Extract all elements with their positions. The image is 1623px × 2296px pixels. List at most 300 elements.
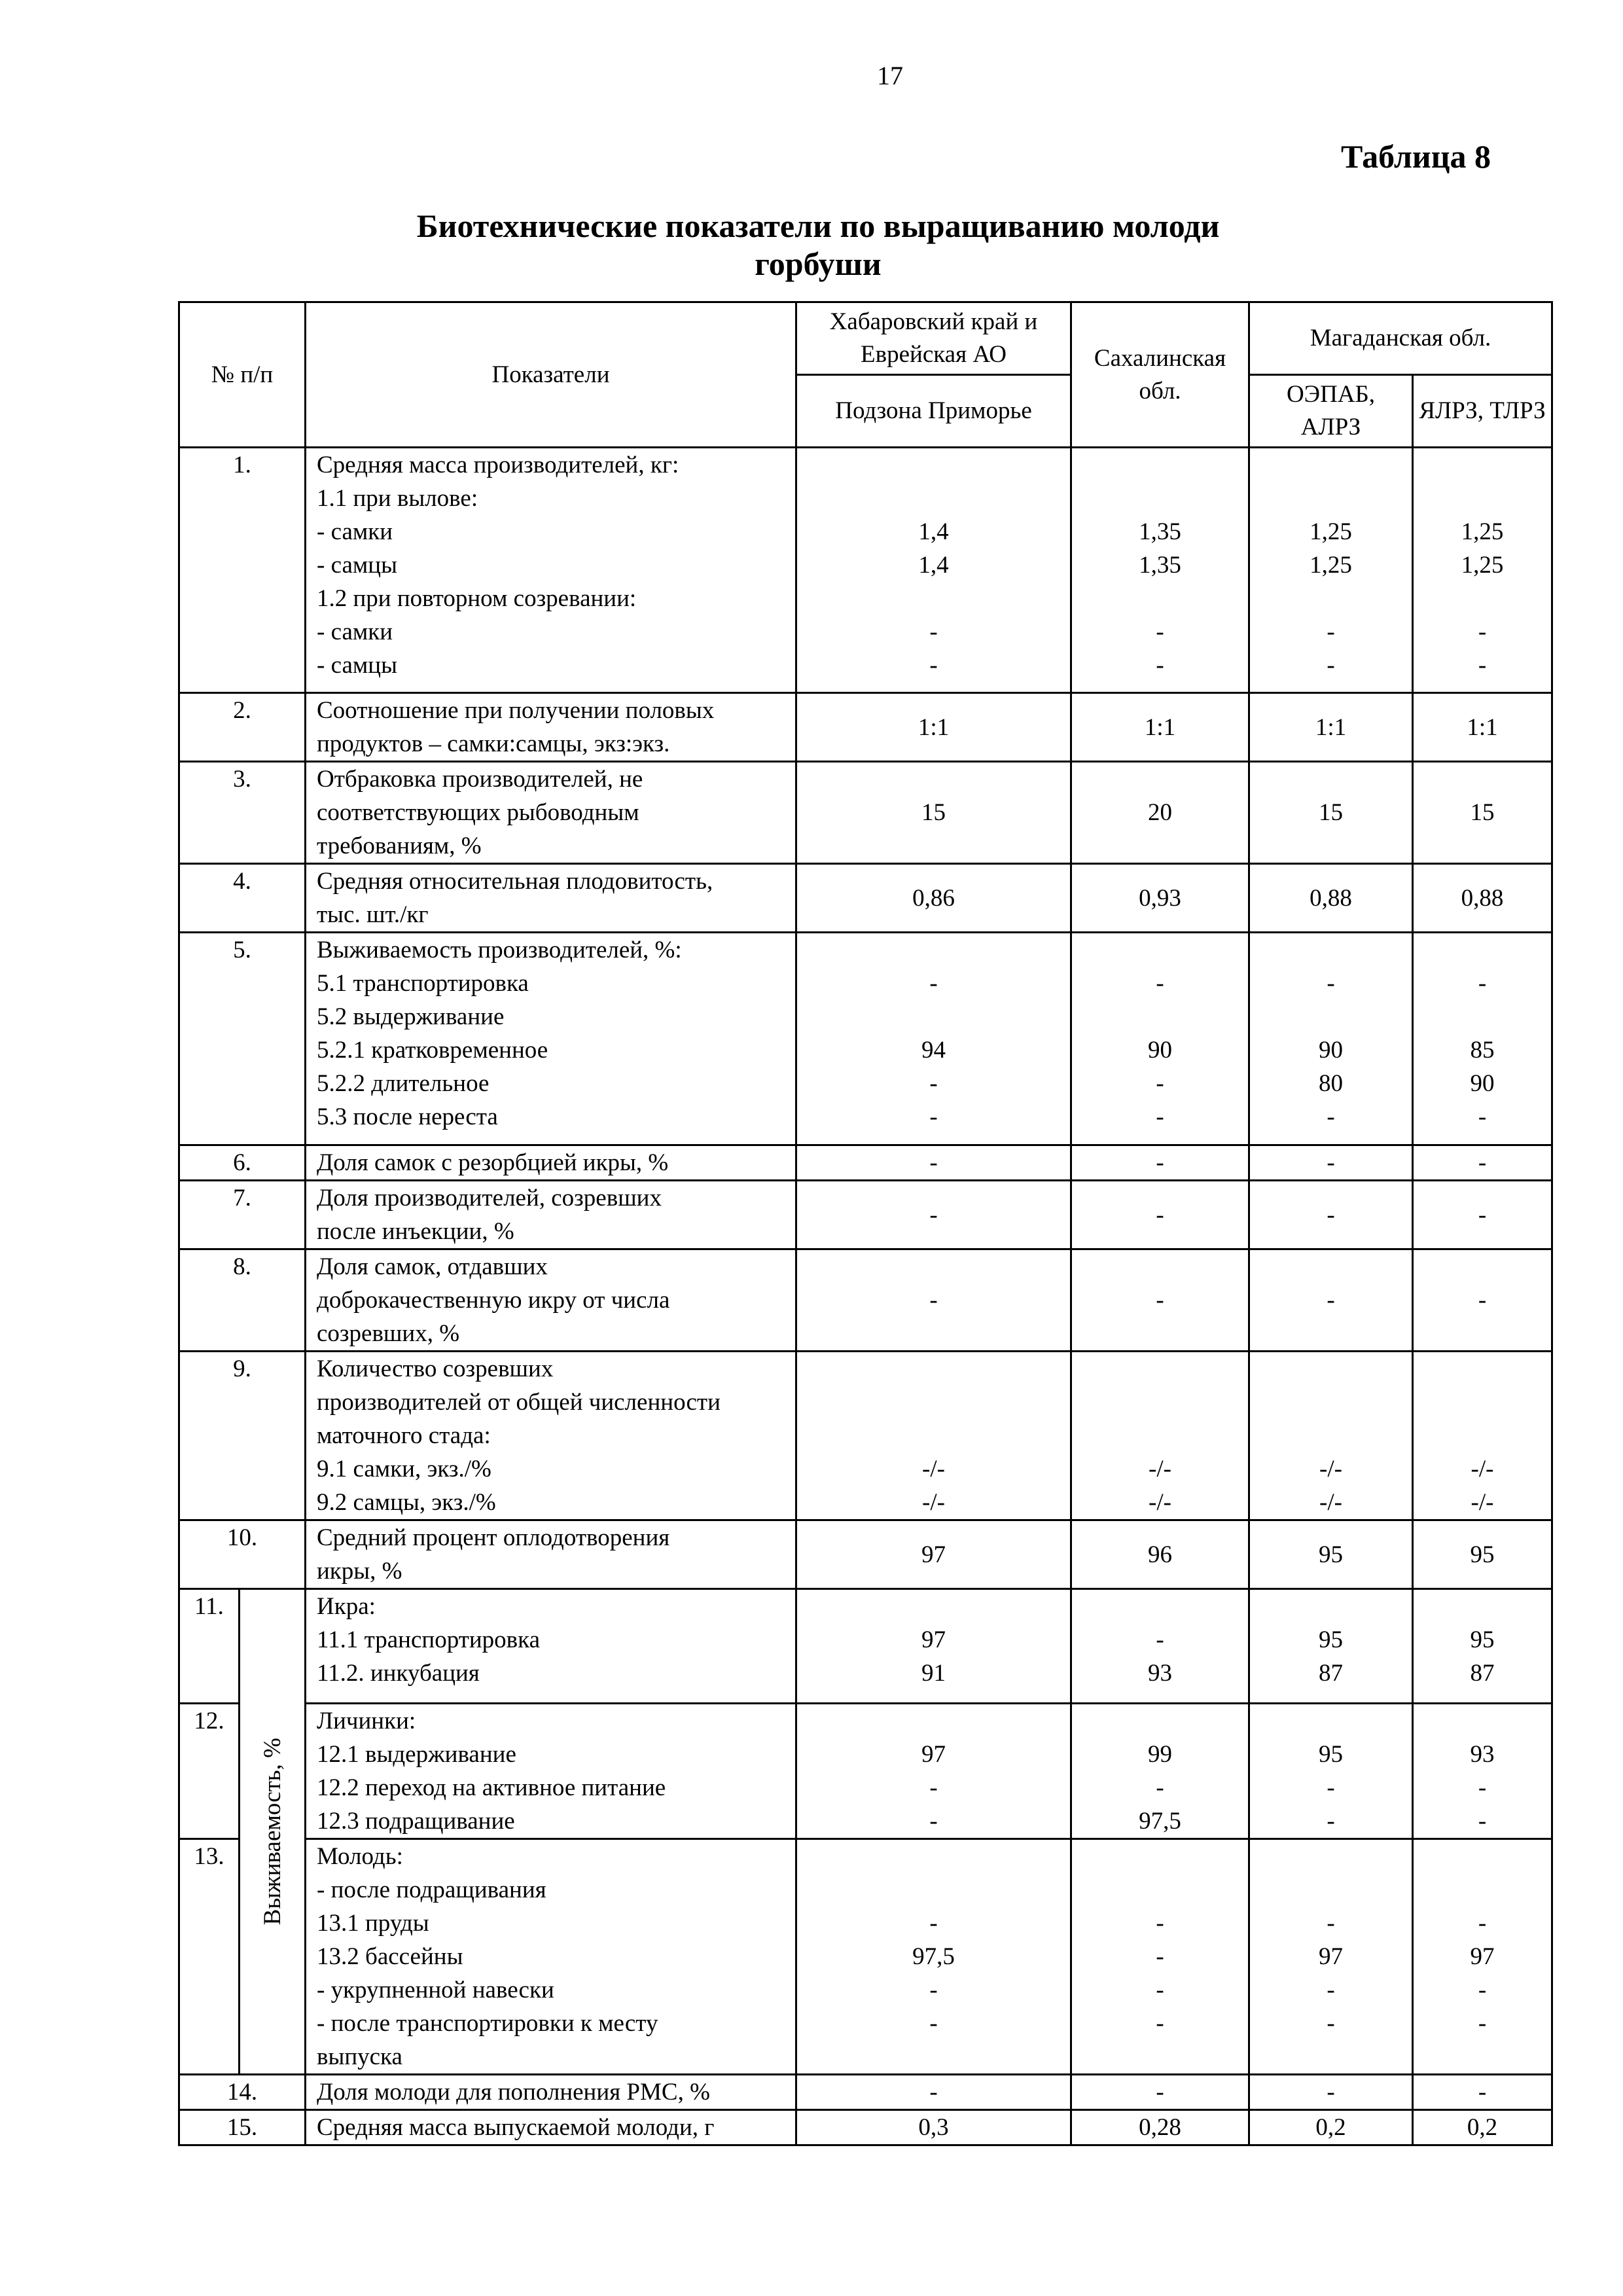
value-line: - (929, 2010, 938, 2037)
indicator-cell (306, 2110, 796, 2145)
table-row (179, 1352, 1552, 1520)
value-line: - (929, 619, 938, 645)
indicator-line: - после транспортировки к месту (317, 2010, 658, 2037)
value-line: - (929, 1103, 938, 1130)
table-row (179, 1520, 1552, 1589)
value-line (1072, 1873, 1248, 1907)
value-line: -/- (922, 1456, 945, 1482)
value-cell-sakh (1071, 864, 1249, 933)
row-number: 6. (179, 1145, 306, 1181)
value-line: - (1156, 1149, 1164, 1176)
table-row (179, 2110, 1552, 2145)
value-cell-khab (796, 693, 1071, 762)
value-cell-mag1 (1249, 2110, 1413, 2145)
value-line: 95 (1319, 1626, 1343, 1653)
value-cell-mag1 (1249, 1352, 1413, 1520)
indicator-line: Средняя масса производителей, кг: (317, 452, 679, 478)
value-line (1250, 448, 1412, 482)
row-number: 15. (179, 2110, 306, 2145)
row-number: 10. (179, 1520, 306, 1589)
value-line (797, 448, 1070, 482)
value-cell-khab (796, 1249, 1071, 1352)
indicator-line: - укрупненной навески (317, 1977, 554, 2003)
value-cell-mag2 (1413, 1704, 1552, 1839)
value-line (797, 1590, 1070, 1623)
value-line (1414, 2040, 1551, 2073)
value-line: - (929, 1070, 938, 1097)
value-line: - (1478, 1910, 1487, 1937)
indicator-line: Доля самок с резорбцией икры, % (317, 1149, 669, 1176)
value-cell-sakh (1071, 1181, 1249, 1249)
value-line: 20 (1148, 799, 1172, 826)
value-cell-mag2 (1413, 1249, 1552, 1352)
header-magadan: Магаданская обл. (1249, 302, 1552, 375)
indicator-line: 11.1 транспортировка (317, 1626, 540, 1653)
indicator-line: Отбраковка производителей, не (317, 766, 643, 793)
indicator-cell (306, 1249, 796, 1352)
value-line (1072, 2040, 1248, 2073)
value-line (797, 1000, 1070, 1033)
row-number: 11. (179, 1589, 240, 1704)
indicator-cell (306, 933, 796, 1145)
value-line (797, 1840, 1070, 1873)
indicator-cell (306, 1352, 796, 1520)
value-line: - (1327, 1287, 1335, 1314)
survival-group-label (240, 1589, 306, 2075)
value-line: - (1327, 1808, 1335, 1835)
value-line (1414, 933, 1551, 967)
indicator-line: 5.2 выдерживание (317, 1003, 505, 1030)
value-line (1414, 582, 1551, 615)
indicator-line: после инъекции, % (317, 1218, 514, 1245)
value-line: 94 (921, 1037, 946, 1064)
value-cell-sakh (1071, 2110, 1249, 2145)
value-line: - (1156, 1103, 1164, 1130)
indicator-line: 9.1 самки, экз./% (317, 1456, 491, 1482)
value-line (1250, 1840, 1412, 1873)
indicator-line: Молодь: (317, 1843, 403, 1870)
value-line (1414, 1352, 1551, 1386)
indicator-cell (306, 1704, 796, 1839)
value-line (1250, 1704, 1412, 1738)
value-line (1414, 1590, 1551, 1623)
value-cell-khab (796, 762, 1071, 864)
value-line: - (1156, 1910, 1164, 1937)
indicator-cell (306, 448, 796, 693)
indicator-line: выпуска (317, 2043, 402, 2070)
value-line (1072, 1704, 1248, 1738)
value-cell-mag1 (1249, 933, 1413, 1145)
value-line: 1,35 (1139, 518, 1181, 545)
value-line: - (1156, 1977, 1164, 2003)
row-number: 7. (179, 1181, 306, 1249)
value-line (1072, 1386, 1248, 1419)
row-number: 2. (179, 693, 306, 762)
indicator-line: созревших, % (317, 1320, 460, 1347)
value-line: - (1478, 2079, 1487, 2106)
value-cell-mag1 (1249, 1181, 1413, 1249)
value-line: 96 (1148, 1541, 1172, 1568)
value-line: - (1327, 970, 1335, 997)
value-line: - (1478, 1201, 1487, 1229)
header-yalrz: ЯЛРЗ, ТЛРЗ (1413, 375, 1552, 448)
indicator-line: 13.2 бассейны (317, 1943, 463, 1970)
value-line: 0,2 (1467, 2114, 1498, 2141)
page-number: 17 (877, 61, 903, 90)
value-line: - (1478, 970, 1487, 997)
indicator-line: 5.1 транспортировка (317, 970, 529, 997)
indicator-cell (306, 864, 796, 933)
indicator-cell (306, 1520, 796, 1589)
header-sakhalin: Сахалинская обл. (1071, 302, 1249, 448)
row-number: 12. (179, 1704, 240, 1839)
table-row (179, 2075, 1552, 2110)
indicator-line: Доля молоди для пополнения РМС, % (317, 2079, 710, 2106)
value-cell-khab (796, 1145, 1071, 1181)
value-line: - (929, 1808, 938, 1835)
value-line: -/- (1149, 1456, 1171, 1482)
value-line: - (929, 1201, 938, 1229)
indicator-line: 5.2.1 кратковременное (317, 1037, 548, 1064)
table-row (179, 1704, 1552, 1839)
indicator-line: Количество созревших (317, 1355, 554, 1382)
row-number: 4. (179, 864, 306, 933)
value-cell-mag1 (1249, 1520, 1413, 1589)
value-line: 95 (1319, 1741, 1343, 1768)
indicator-line: 12.3 подращивание (317, 1808, 515, 1835)
value-line: 1,25 (1461, 552, 1504, 579)
value-line: - (1327, 1977, 1335, 2003)
row-number: 8. (179, 1249, 306, 1352)
value-cell-mag2 (1413, 1352, 1552, 1520)
value-line: 97 (921, 1741, 946, 1768)
value-line: - (1327, 1910, 1335, 1937)
indicator-line: - самки (317, 619, 393, 645)
value-cell-mag1 (1249, 864, 1413, 933)
value-line: - (1327, 619, 1335, 645)
value-line: 93 (1148, 1660, 1172, 1687)
document-title: Биотехнические показатели по выращиванию молоди горбуши (416, 207, 1220, 282)
value-line: 97 (921, 1626, 946, 1653)
value-line (1072, 482, 1248, 515)
indicator-cell (306, 1839, 796, 2075)
indicator-line: 13.1 пруды (317, 1910, 429, 1937)
table-row (179, 693, 1552, 762)
header-primorye: Подзона Приморье (796, 375, 1071, 448)
header-oepab: ОЭПАБ, АЛРЗ (1249, 375, 1413, 448)
indicator-cell (306, 1145, 796, 1181)
table-row (179, 762, 1552, 864)
value-line: - (1156, 2010, 1164, 2037)
survival-label-text: Выживаемость, % (259, 1738, 286, 1926)
value-cell-sakh (1071, 1520, 1249, 1589)
indicator-line: Средняя масса выпускаемой молоди, г (317, 2114, 715, 2141)
indicator-line: маточного стада: (317, 1422, 491, 1449)
value-line: 0,93 (1139, 884, 1181, 912)
value-line: - (1156, 652, 1164, 679)
value-cell-sakh (1071, 933, 1249, 1145)
indicator-line: 1.2 при повторном созревании: (317, 585, 637, 612)
value-cell-khab (796, 2110, 1071, 2145)
value-line (1250, 1590, 1412, 1623)
value-line (1072, 1840, 1248, 1873)
value-cell-khab (796, 1352, 1071, 1520)
value-line (797, 2040, 1070, 2073)
indicator-line: 11.2. инкубация (317, 1660, 480, 1687)
value-line: - (1327, 1201, 1335, 1229)
indicator-line: 12.2 переход на активное питание (317, 1774, 666, 1801)
value-cell-sakh (1071, 1589, 1249, 1704)
value-cell-khab (796, 864, 1071, 933)
value-line: 1,25 (1310, 518, 1352, 545)
header-indicator: Показатели (306, 302, 796, 448)
value-line (1250, 582, 1412, 615)
value-line (1414, 1386, 1551, 1419)
value-line: -/- (922, 1489, 945, 1516)
value-cell-mag2 (1413, 864, 1552, 933)
indicator-cell (306, 693, 796, 762)
row-number: 9. (179, 1352, 306, 1520)
indicator-line: - самки (317, 518, 393, 545)
value-line: - (929, 1774, 938, 1801)
value-line (1250, 482, 1412, 515)
value-line: -/- (1471, 1456, 1494, 1482)
value-cell-mag1 (1249, 1839, 1413, 2075)
value-cell-sakh (1071, 2075, 1249, 2110)
indicator-line: 5.3 после нереста (317, 1103, 498, 1130)
header-num: № п/п (179, 302, 306, 448)
value-line: 90 (1470, 1070, 1495, 1097)
value-line: - (1478, 1103, 1487, 1130)
value-cell-sakh (1071, 1839, 1249, 2075)
value-cell-khab (796, 1704, 1071, 1839)
indicator-line: Средняя относительная плодовитость, (317, 868, 713, 895)
value-line: 0,28 (1139, 2114, 1181, 2141)
value-line: - (1327, 1149, 1335, 1176)
value-line (1250, 1386, 1412, 1419)
value-line: 0,2 (1315, 2114, 1346, 2141)
table-row (179, 1839, 1552, 2075)
value-cell-mag1 (1249, 2075, 1413, 2110)
value-line: 90 (1319, 1037, 1343, 1064)
value-cell-mag1 (1249, 1145, 1413, 1181)
value-line (1072, 1000, 1248, 1033)
value-cell-mag2 (1413, 1589, 1552, 1704)
value-line: - (1156, 1287, 1164, 1314)
value-line: 95 (1470, 1626, 1495, 1653)
value-line: - (1156, 1626, 1164, 1653)
value-line: - (1156, 1774, 1164, 1801)
value-line (1414, 1704, 1551, 1738)
indicator-line: продуктов – самки:самцы, экз:экз. (317, 730, 670, 757)
value-cell-khab (796, 448, 1071, 693)
indicator-line: Соотношение при получении половых (317, 697, 715, 724)
value-line (1072, 933, 1248, 967)
value-cell-mag2 (1413, 2075, 1552, 2110)
value-line (797, 1704, 1070, 1738)
indicator-line: 5.2.2 длительное (317, 1070, 490, 1097)
value-line: 1,4 (918, 552, 949, 579)
value-line: 0,88 (1461, 884, 1504, 912)
value-line: 0,88 (1310, 884, 1352, 912)
value-cell-sakh (1071, 693, 1249, 762)
indicator-cell (306, 2075, 796, 2110)
value-line: 93 (1470, 1741, 1495, 1768)
value-line: 95 (1470, 1541, 1495, 1568)
indicator-line: 12.1 выдерживание (317, 1741, 516, 1768)
value-cell-sakh (1071, 1249, 1249, 1352)
indicator-line: Средний процент оплодотворения (317, 1524, 670, 1551)
value-line (1072, 1352, 1248, 1386)
indicator-line: - самцы (317, 552, 397, 579)
value-line (1250, 1352, 1412, 1386)
value-line: 0,86 (912, 884, 955, 912)
value-line: - (1156, 970, 1164, 997)
value-cell-mag2 (1413, 1520, 1552, 1589)
indicator-line: икры, % (317, 1558, 402, 1585)
row-number: 13. (179, 1839, 240, 2075)
row-number: 3. (179, 762, 306, 864)
value-line: 99 (1148, 1741, 1172, 1768)
indicator-line: 1.1 при вылове: (317, 485, 478, 512)
value-cell-mag1 (1249, 1704, 1413, 1839)
value-line: - (1478, 1287, 1487, 1314)
value-cell-mag1 (1249, 1589, 1413, 1704)
value-cell-mag2 (1413, 762, 1552, 864)
value-line (797, 1352, 1070, 1386)
value-cell-mag2 (1413, 2110, 1552, 2145)
value-line (1250, 1419, 1412, 1452)
indicator-line: Выживаемость производителей, %: (317, 937, 682, 963)
value-line: -/- (1149, 1489, 1171, 1516)
value-cell-khab (796, 1181, 1071, 1249)
value-line: - (929, 1910, 938, 1937)
value-line (1414, 1873, 1551, 1907)
indicator-cell (306, 762, 796, 864)
table-row (179, 933, 1552, 1145)
value-line (1414, 482, 1551, 515)
value-line: - (1478, 1774, 1487, 1801)
value-line (1072, 1590, 1248, 1623)
value-line (797, 1386, 1070, 1419)
value-line: 1,35 (1139, 552, 1181, 579)
value-cell-mag1 (1249, 693, 1413, 762)
value-line: 97 (921, 1541, 946, 1568)
value-line: 97,5 (1139, 1808, 1181, 1835)
value-line: - (1478, 1149, 1487, 1176)
table-label: Таблица 8 (1340, 138, 1491, 175)
value-cell-sakh (1071, 1704, 1249, 1839)
value-line: - (929, 970, 938, 997)
value-line: 97,5 (912, 1943, 955, 1970)
indicator-line: тыс. шт./кг (317, 901, 429, 928)
value-cell-khab (796, 2075, 1071, 2110)
value-line: - (1156, 1201, 1164, 1229)
value-line: - (929, 1977, 938, 2003)
value-line: 87 (1470, 1660, 1495, 1687)
value-line (1072, 448, 1248, 482)
biotech-indicators-table (178, 301, 1553, 2146)
value-line: - (1327, 652, 1335, 679)
value-line (1414, 1840, 1551, 1873)
value-cell-mag2 (1413, 1181, 1552, 1249)
value-cell-mag2 (1413, 1145, 1552, 1181)
row-number: 1. (179, 448, 306, 693)
value-line: - (929, 2079, 938, 2106)
value-line: -/- (1319, 1456, 1342, 1482)
value-line: - (1156, 1070, 1164, 1097)
value-line: 1,25 (1310, 552, 1352, 579)
value-line: 15 (921, 799, 946, 826)
value-line: - (1478, 619, 1487, 645)
value-line: 1:1 (918, 713, 950, 741)
value-line: - (1327, 2010, 1335, 2037)
row-number: 5. (179, 933, 306, 1145)
value-line (797, 933, 1070, 967)
indicator-line: - самцы (317, 652, 397, 679)
value-line (1250, 933, 1412, 967)
value-line: 90 (1148, 1037, 1172, 1064)
value-line: 97 (1319, 1943, 1343, 1970)
value-line: - (1327, 1774, 1335, 1801)
value-line: 0,3 (918, 2114, 949, 2141)
indicator-line: Доля производителей, созревших (317, 1185, 662, 1211)
table-row (179, 1589, 1552, 1704)
value-cell-sakh (1071, 762, 1249, 864)
value-line: 1:1 (1315, 713, 1347, 741)
indicator-line: требованиям, % (317, 833, 482, 859)
value-line (797, 482, 1070, 515)
value-line: - (929, 1287, 938, 1314)
indicator-line: - после подращивания (317, 1876, 546, 1903)
value-cell-mag2 (1413, 933, 1552, 1145)
value-line (1414, 1000, 1551, 1033)
value-line (797, 582, 1070, 615)
value-cell-mag1 (1249, 1249, 1413, 1352)
value-line (1250, 1000, 1412, 1033)
value-cell-mag2 (1413, 1839, 1552, 2075)
value-cell-mag1 (1249, 762, 1413, 864)
value-line: - (1478, 652, 1487, 679)
value-line: - (1327, 2079, 1335, 2106)
header-khabarovsk: Хабаровский край и Еврейская АО (796, 302, 1071, 375)
indicator-line: Икра: (317, 1593, 376, 1620)
indicator-cell (306, 1181, 796, 1249)
value-line: 91 (921, 1660, 946, 1687)
value-line (1250, 2040, 1412, 2073)
value-line: - (1156, 619, 1164, 645)
value-line: 1,4 (918, 518, 949, 545)
value-line (1072, 582, 1248, 615)
value-line: - (1478, 1808, 1487, 1835)
table-row (179, 1181, 1552, 1249)
value-line: 85 (1470, 1037, 1495, 1064)
value-cell-khab (796, 1589, 1071, 1704)
value-line (1414, 1419, 1551, 1452)
value-line: 1:1 (1467, 713, 1498, 741)
table-row (179, 864, 1552, 933)
value-line: - (1478, 1977, 1487, 2003)
value-cell-mag1 (1249, 448, 1413, 693)
table-row (179, 1145, 1552, 1181)
value-line: - (1478, 2010, 1487, 2037)
value-line: -/- (1319, 1489, 1342, 1516)
value-cell-mag2 (1413, 448, 1552, 693)
value-line (797, 1419, 1070, 1452)
value-line: 1:1 (1144, 713, 1176, 741)
value-line: - (929, 1149, 938, 1176)
value-line: - (1156, 2079, 1164, 2106)
